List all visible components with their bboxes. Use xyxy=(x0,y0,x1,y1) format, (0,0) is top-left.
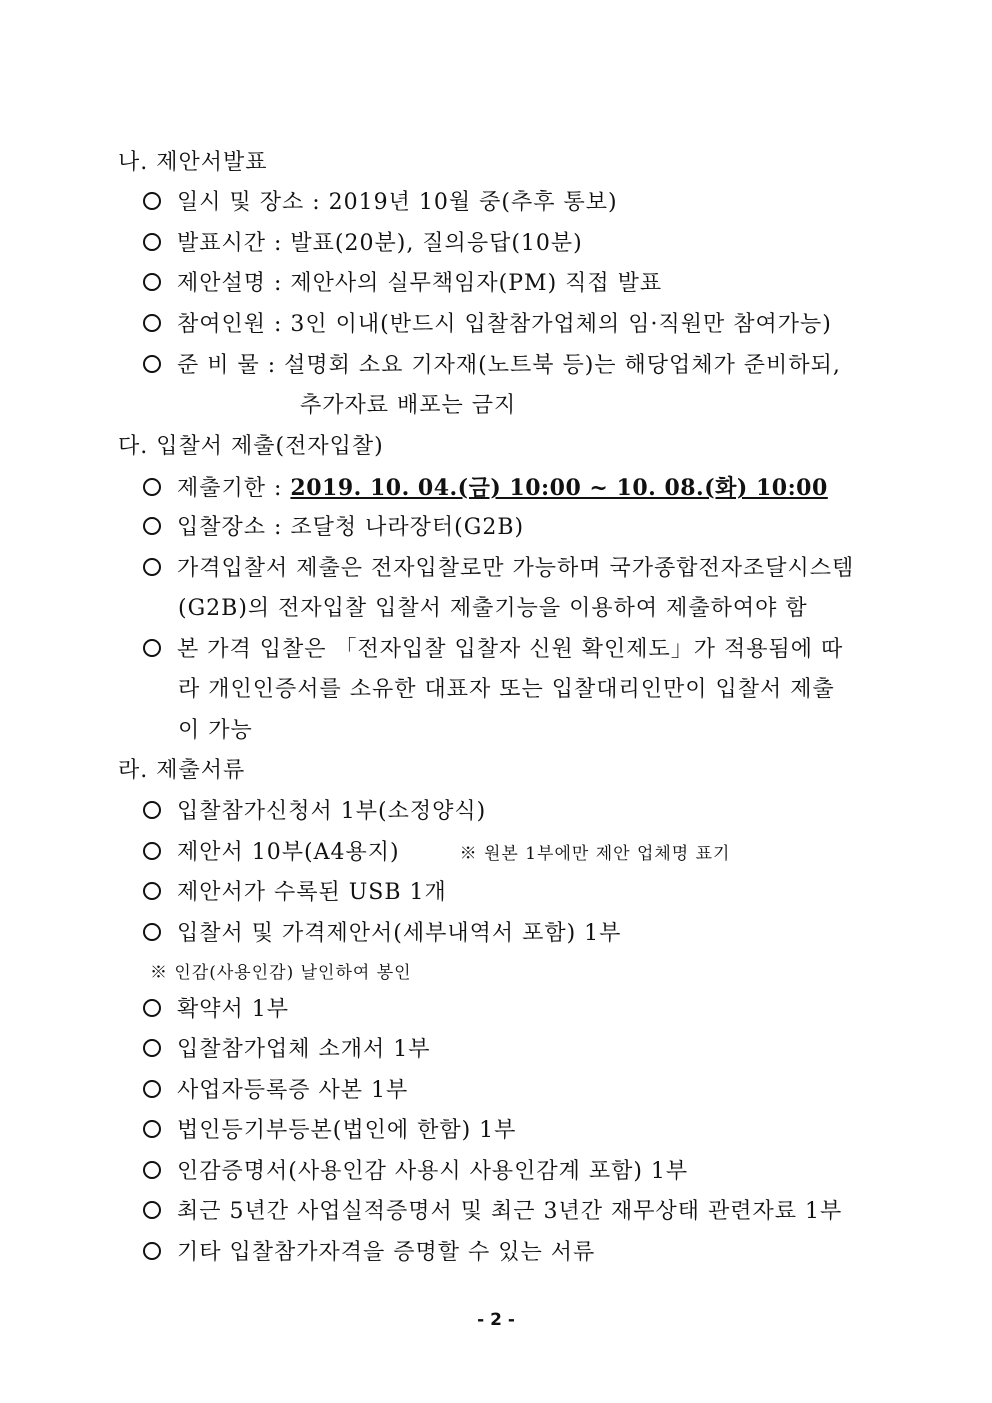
section-ra-heading: 라. 제출서류 xyxy=(118,758,246,783)
list-item xyxy=(143,188,903,218)
item-text: 사업자등록증 사본 1부 xyxy=(177,1078,409,1103)
list-item xyxy=(143,310,903,340)
circle-bullet-icon xyxy=(143,517,161,535)
item-text: 입찰장소 : 조달청 나라장터(G2B) xyxy=(177,515,525,540)
section-na-heading: 나. 제안서발표 xyxy=(118,150,268,175)
list-item xyxy=(143,1197,903,1227)
circle-bullet-icon xyxy=(143,478,161,496)
item-continuation: (G2B)의 전자입찰 입찰서 제출기능을 이용하여 제출하여야 함 xyxy=(178,596,808,621)
circle-bullet-icon xyxy=(143,314,161,332)
circle-bullet-icon xyxy=(143,1161,161,1179)
item-text: 제안서가 수록된 USB 1개 xyxy=(177,880,447,905)
circle-bullet-icon xyxy=(143,1201,161,1219)
circle-bullet-icon xyxy=(143,1039,161,1057)
list-item xyxy=(143,229,903,259)
item-continuation: 라 개인인증서를 소유한 대표자 또는 입찰대리인만이 입찰서 제출 xyxy=(178,677,835,702)
list-item xyxy=(143,351,903,381)
list-item xyxy=(143,269,903,299)
item-text: 입찰참가신청서 1부(소정양식) xyxy=(177,799,487,824)
circle-bullet-icon xyxy=(143,1242,161,1260)
circle-bullet-icon xyxy=(143,355,161,373)
item-text: 제안서 10부(A4용지) xyxy=(177,840,400,865)
list-item xyxy=(143,635,903,665)
circle-bullet-icon xyxy=(143,1120,161,1138)
deadline-value: 2019. 10. 04.(금) 10:00 ~ 10. 08.(화) 10:00 xyxy=(290,475,828,501)
circle-bullet-icon xyxy=(143,639,161,657)
item-continuation: 이 가능 xyxy=(178,718,253,743)
list-item xyxy=(143,1116,903,1146)
item-text: 일시 및 장소 : 2019년 10월 중(추후 통보) xyxy=(177,190,618,215)
circle-bullet-icon xyxy=(143,233,161,251)
list-item xyxy=(143,1035,903,1065)
circle-bullet-icon xyxy=(143,192,161,210)
list-item xyxy=(143,1076,903,1106)
circle-bullet-icon xyxy=(143,801,161,819)
item-text: 본 가격 입찰은 「전자입찰 입찰자 신원 확인제도」가 적용됨에 따 xyxy=(177,637,844,662)
list-item xyxy=(143,995,903,1025)
inline-note: ※ 원본 1부에만 제안 업체명 표기 xyxy=(459,844,731,864)
item-text: 준 비 물 : 설명회 소요 기자재(노트북 등)는 해당업체가 준비하되, xyxy=(177,353,841,378)
list-item xyxy=(143,838,903,869)
item-text: 제안설명 : 제안사의 실무책임자(PM) 직접 발표 xyxy=(177,271,663,296)
item-text: 참여인원 : 3인 이내(반드시 입찰참가업체의 임·직원만 참여가능) xyxy=(177,312,832,337)
list-item xyxy=(143,919,903,949)
circle-bullet-icon xyxy=(143,273,161,291)
item-text: 인감증명서(사용인감 사용시 사용인감계 포함) 1부 xyxy=(177,1159,689,1184)
item-text: 발표시간 : 발표(20분), 질의응답(10분) xyxy=(177,231,583,256)
section-da-heading: 다. 입찰서 제출(전자입찰) xyxy=(118,434,384,459)
list-item xyxy=(143,1157,903,1187)
item-text: 기타 입찰참가자격을 증명할 수 있는 서류 xyxy=(177,1240,596,1265)
circle-bullet-icon xyxy=(143,1080,161,1098)
circle-bullet-icon xyxy=(143,923,161,941)
item-text: 최근 5년간 사업실적증명서 및 최근 3년간 재무상태 관련자료 1부 xyxy=(177,1199,843,1224)
page-number: - 2 - xyxy=(477,1310,515,1330)
circle-bullet-icon xyxy=(143,882,161,900)
item-text: 입찰서 및 가격제안서(세부내역서 포함) 1부 xyxy=(177,921,622,946)
list-item xyxy=(143,554,903,584)
item-text: 입찰참가업체 소개서 1부 xyxy=(177,1037,431,1062)
list-item xyxy=(143,797,903,827)
list-item xyxy=(143,1238,903,1268)
item-continuation: 추가자료 배포는 금지 xyxy=(300,393,517,418)
item-text: 가격입찰서 제출은 전자입찰로만 가능하며 국가종합전자조달시스템 xyxy=(177,556,855,581)
item-text: 확약서 1부 xyxy=(177,997,289,1022)
circle-bullet-icon xyxy=(143,842,161,860)
circle-bullet-icon xyxy=(143,999,161,1017)
seal-note: ※ 인감(사용인감) 날인하여 봉인 xyxy=(150,963,412,983)
list-item xyxy=(143,513,903,543)
list-item xyxy=(143,473,903,504)
list-item xyxy=(143,878,903,908)
item-text: 법인등기부등본(법인에 한함) 1부 xyxy=(177,1118,517,1143)
deadline-label: 제출기한 : xyxy=(177,476,291,501)
circle-bullet-icon xyxy=(143,558,161,576)
